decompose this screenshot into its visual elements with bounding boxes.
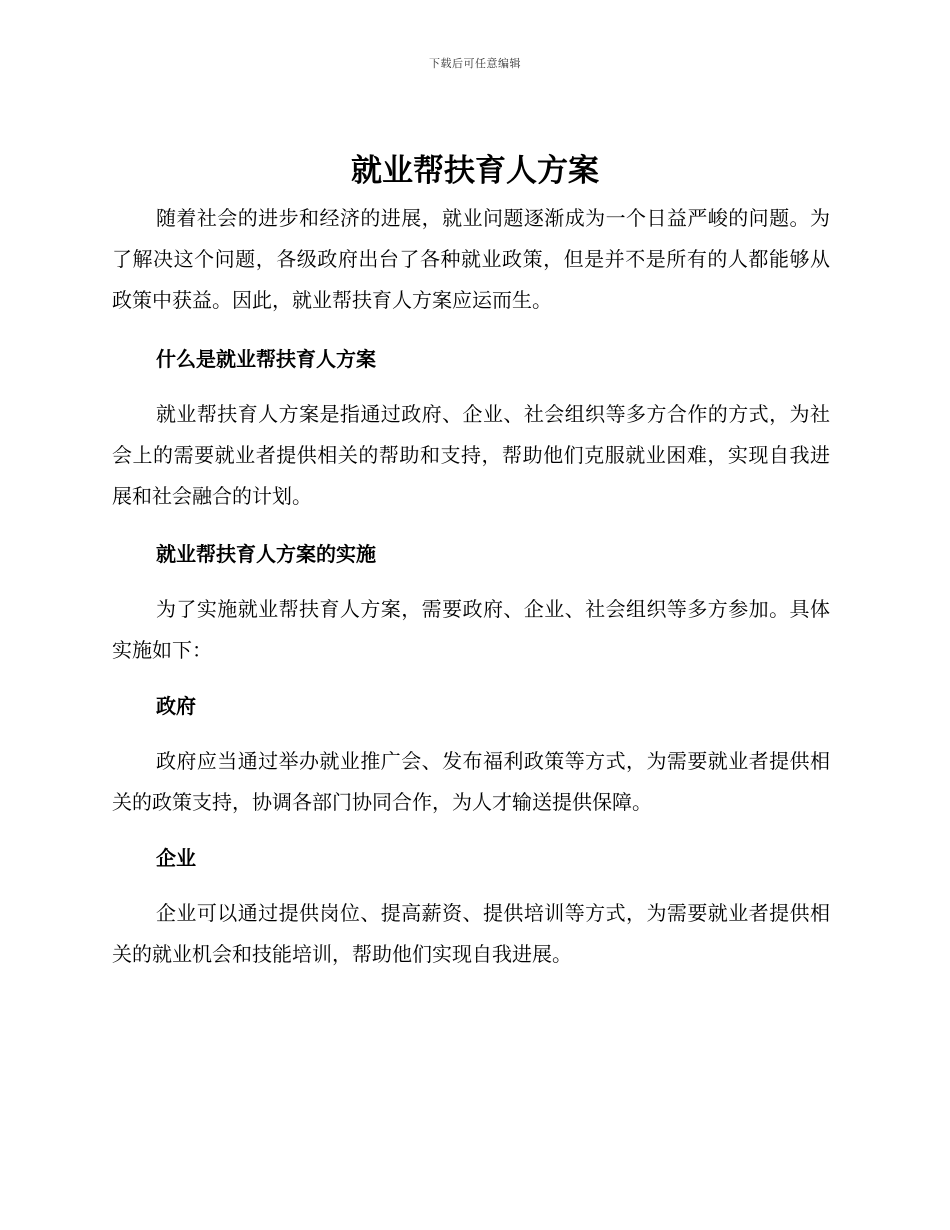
section-paragraph-enterprise: 企业可以通过提供岗位、提高薪资、提供培训等方式，为需要就业者提供相关的就业机会和技能培训，帮助他们实现自我进展。 xyxy=(112,901,830,966)
section-paragraph-government: 政府应当通过举办就业推广会、发布福利政策等方式，为需要就业者提供相关的政策支持，协调各部门协同合作，为人才输送提供保障。 xyxy=(112,749,830,814)
section-paragraph-implementation: 为了实施就业帮扶育人方案，需要政府、企业、社会组织等多方参加。具体实施如下： xyxy=(112,597,830,662)
section-paragraph-definition: 就业帮扶育人方案是指通过政府、企业、社会组织等多方合作的方式，为社会上的需要就业者提供相关的帮助和支持，帮助他们克服就业困难，实现自我进展和社会融合的计划。 xyxy=(112,402,830,508)
document-title: 就业帮扶育人方案 xyxy=(351,153,599,189)
intro-paragraph: 随着社会的进步和经济的进展，就业问题逐渐成为一个日益严峻的问题。为了解决这个问题，各级政府出台了各种就业政策，但是并不是所有的人都能够从政策中获益。因此，就业帮扶育人方案应运而生。 xyxy=(112,206,830,312)
section-heading-government: 政府 xyxy=(156,694,196,718)
section-heading-enterprise: 企业 xyxy=(156,846,196,870)
section-heading-definition: 什么是就业帮扶育人方案 xyxy=(156,347,376,371)
header-note: 下载后可任意编辑 xyxy=(429,57,521,70)
section-heading-implementation: 就业帮扶育人方案的实施 xyxy=(156,542,376,566)
